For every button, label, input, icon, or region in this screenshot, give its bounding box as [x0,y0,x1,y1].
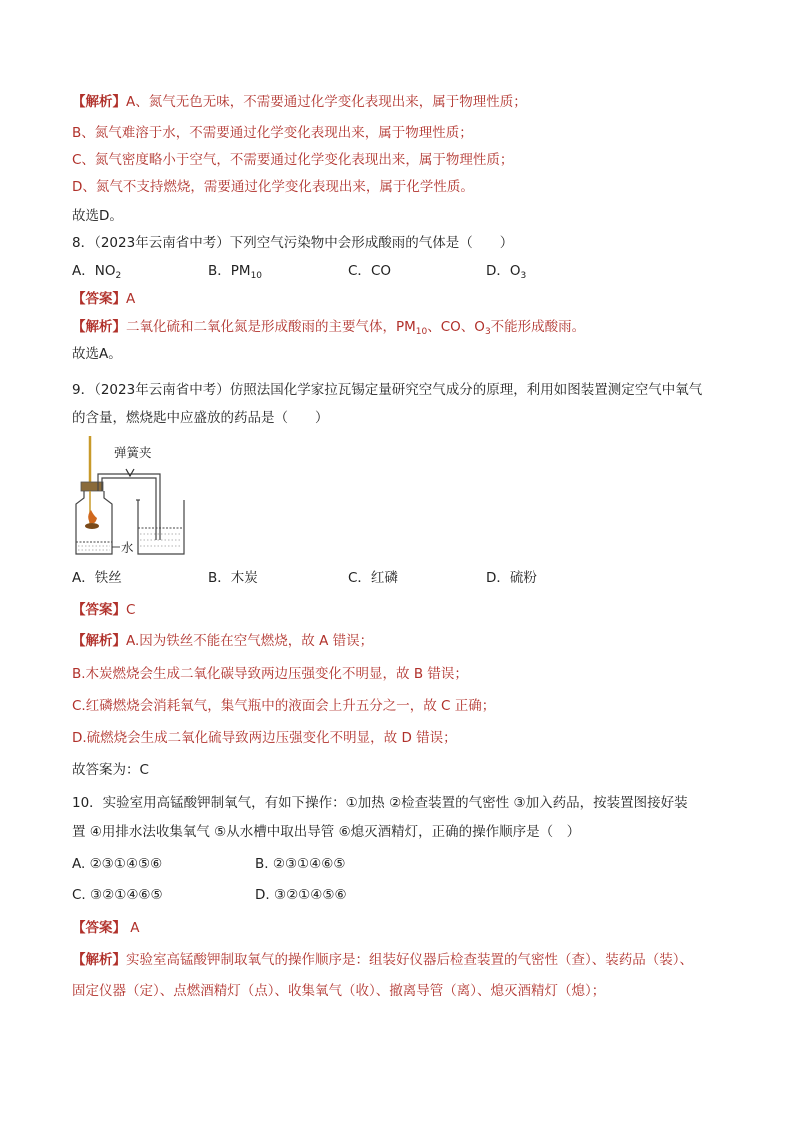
q10-analysis-line1: 【解析】实验室高锰酸钾制取氧气的操作顺序是：组装好仪器后检查装置的气密性（查）、装药品（装）、 [72,952,693,968]
q8-conclusion: 故选A。 [72,346,122,362]
q7-analysis-b: B、氮气难溶于水，不需要通过化学变化表现出来，属于物理性质； [72,125,473,141]
q10-option-d: D. ③②①④⑤⑥ [255,887,347,903]
q7-analysis-d: D、氮气不支持燃烧，需要通过化学变化表现出来，属于化学性质。 [72,179,474,195]
q8-option-d: D．$O_3$ [486,263,527,281]
stopper [81,482,103,491]
q9-option-b: B．木炭 [208,570,258,586]
spring-clip [126,469,134,476]
q10-option-b: B. ②③①④⑥⑤ [255,856,346,872]
q10-answer [72,918,140,938]
clip-label: 弹簧夹 [114,445,152,460]
q10-option-a: A. ②③①④⑤⑥ [72,856,163,872]
analysis-tag: 【解析】 [72,952,126,968]
q9-option-c: C．红磷 [348,570,398,586]
q7-analysis-c: C、氮气密度略小于空气，不需要通过化学变化表现出来，属于物理性质； [72,152,514,168]
connecting-tube [98,474,160,540]
q10-analysis-line2: 固定仪器（定）、点燃酒精灯（点）、收集氧气（收）、撤离导管（离）、熄灭酒精灯（熄）； [72,983,606,999]
q10-stem-line2: 置 ④用排水法收集氧气 ⑤从水槽中取出导管 ⑥熄灭酒精灯，正确的操作顺序是（ ） [72,824,581,840]
analysis-tag: 【解析】 [72,94,126,110]
q10-stem-line1: 10．实验室用高锰酸钾制氧气，有如下操作：①加热 ②检查装置的气密性 ③加入药品，按装置图接好装 [72,795,688,811]
q9-stem-line2: 的含量，燃烧匙中应盛放的药品是（ ） [72,410,329,426]
analysis-tag: 【解析】 [72,319,126,335]
answer-value: A [126,920,140,936]
q9-analysis-c: C.红磷燃烧会消耗氧气，集气瓶中的液面会上升五分之一，故 C 正确； [72,698,496,714]
water-label: 水 [121,540,134,555]
burning-spoon [85,523,99,529]
q9-option-d: D．硫粉 [486,570,537,586]
q8-option-b: B．$PM_{10}$ [208,263,263,281]
answer-tag: 【答案】 [72,291,126,307]
q7-analysis-a [72,92,527,112]
answer-value: C [126,602,136,618]
q9-analysis-d: D.硫燃烧会生成二氧化硫导致两边压强变化不明显，故 D 错误； [72,730,457,746]
q9-option-a: A．铁丝 [72,570,122,586]
q9-stem-line1: 9．（2023年云南省中考）仿照法国化学家拉瓦锡定量研究空气成分的原理，利用如图装置测定空气中氧气 [72,382,703,398]
q9-analysis-a: 【解析】A.因为铁丝不能在空气燃烧，故 A 错误； [72,633,374,649]
apparatus-figure [70,436,190,560]
q9-analysis-b: B.木炭燃烧会生成二氧化碳导致两边压强变化不明显，故 B 错误； [72,666,468,682]
q9-conclusion: 故答案为：C [72,762,149,778]
answer-value: A [126,291,136,307]
analysis-text: A、氮气无色无味，不需要通过化学变化表现出来，属于物理性质； [126,94,527,110]
answer-tag: 【答案】 [72,920,126,936]
q7-conclusion: 故选D。 [72,208,123,224]
answer-tag: 【答案】 [72,602,126,618]
q8-option-c: C．CO [348,263,391,279]
q8-analysis: 【解析】二氧化硫和二氧化氮是形成酸雨的主要气体，$PM_{10}$、CO、$O_3$不能形成酸雨。 [72,319,586,337]
q10-option-c: C. ③②①④⑥⑤ [72,887,163,903]
q9-answer [72,600,135,620]
q8-answer [72,289,135,309]
analysis-tag: 【解析】 [72,633,126,649]
q8-option-a: A．$NO_2$ [72,263,122,281]
q8-stem: 8．（2023年云南省中考）下列空气污染物中会形成酸雨的气体是（ ） [72,235,514,251]
